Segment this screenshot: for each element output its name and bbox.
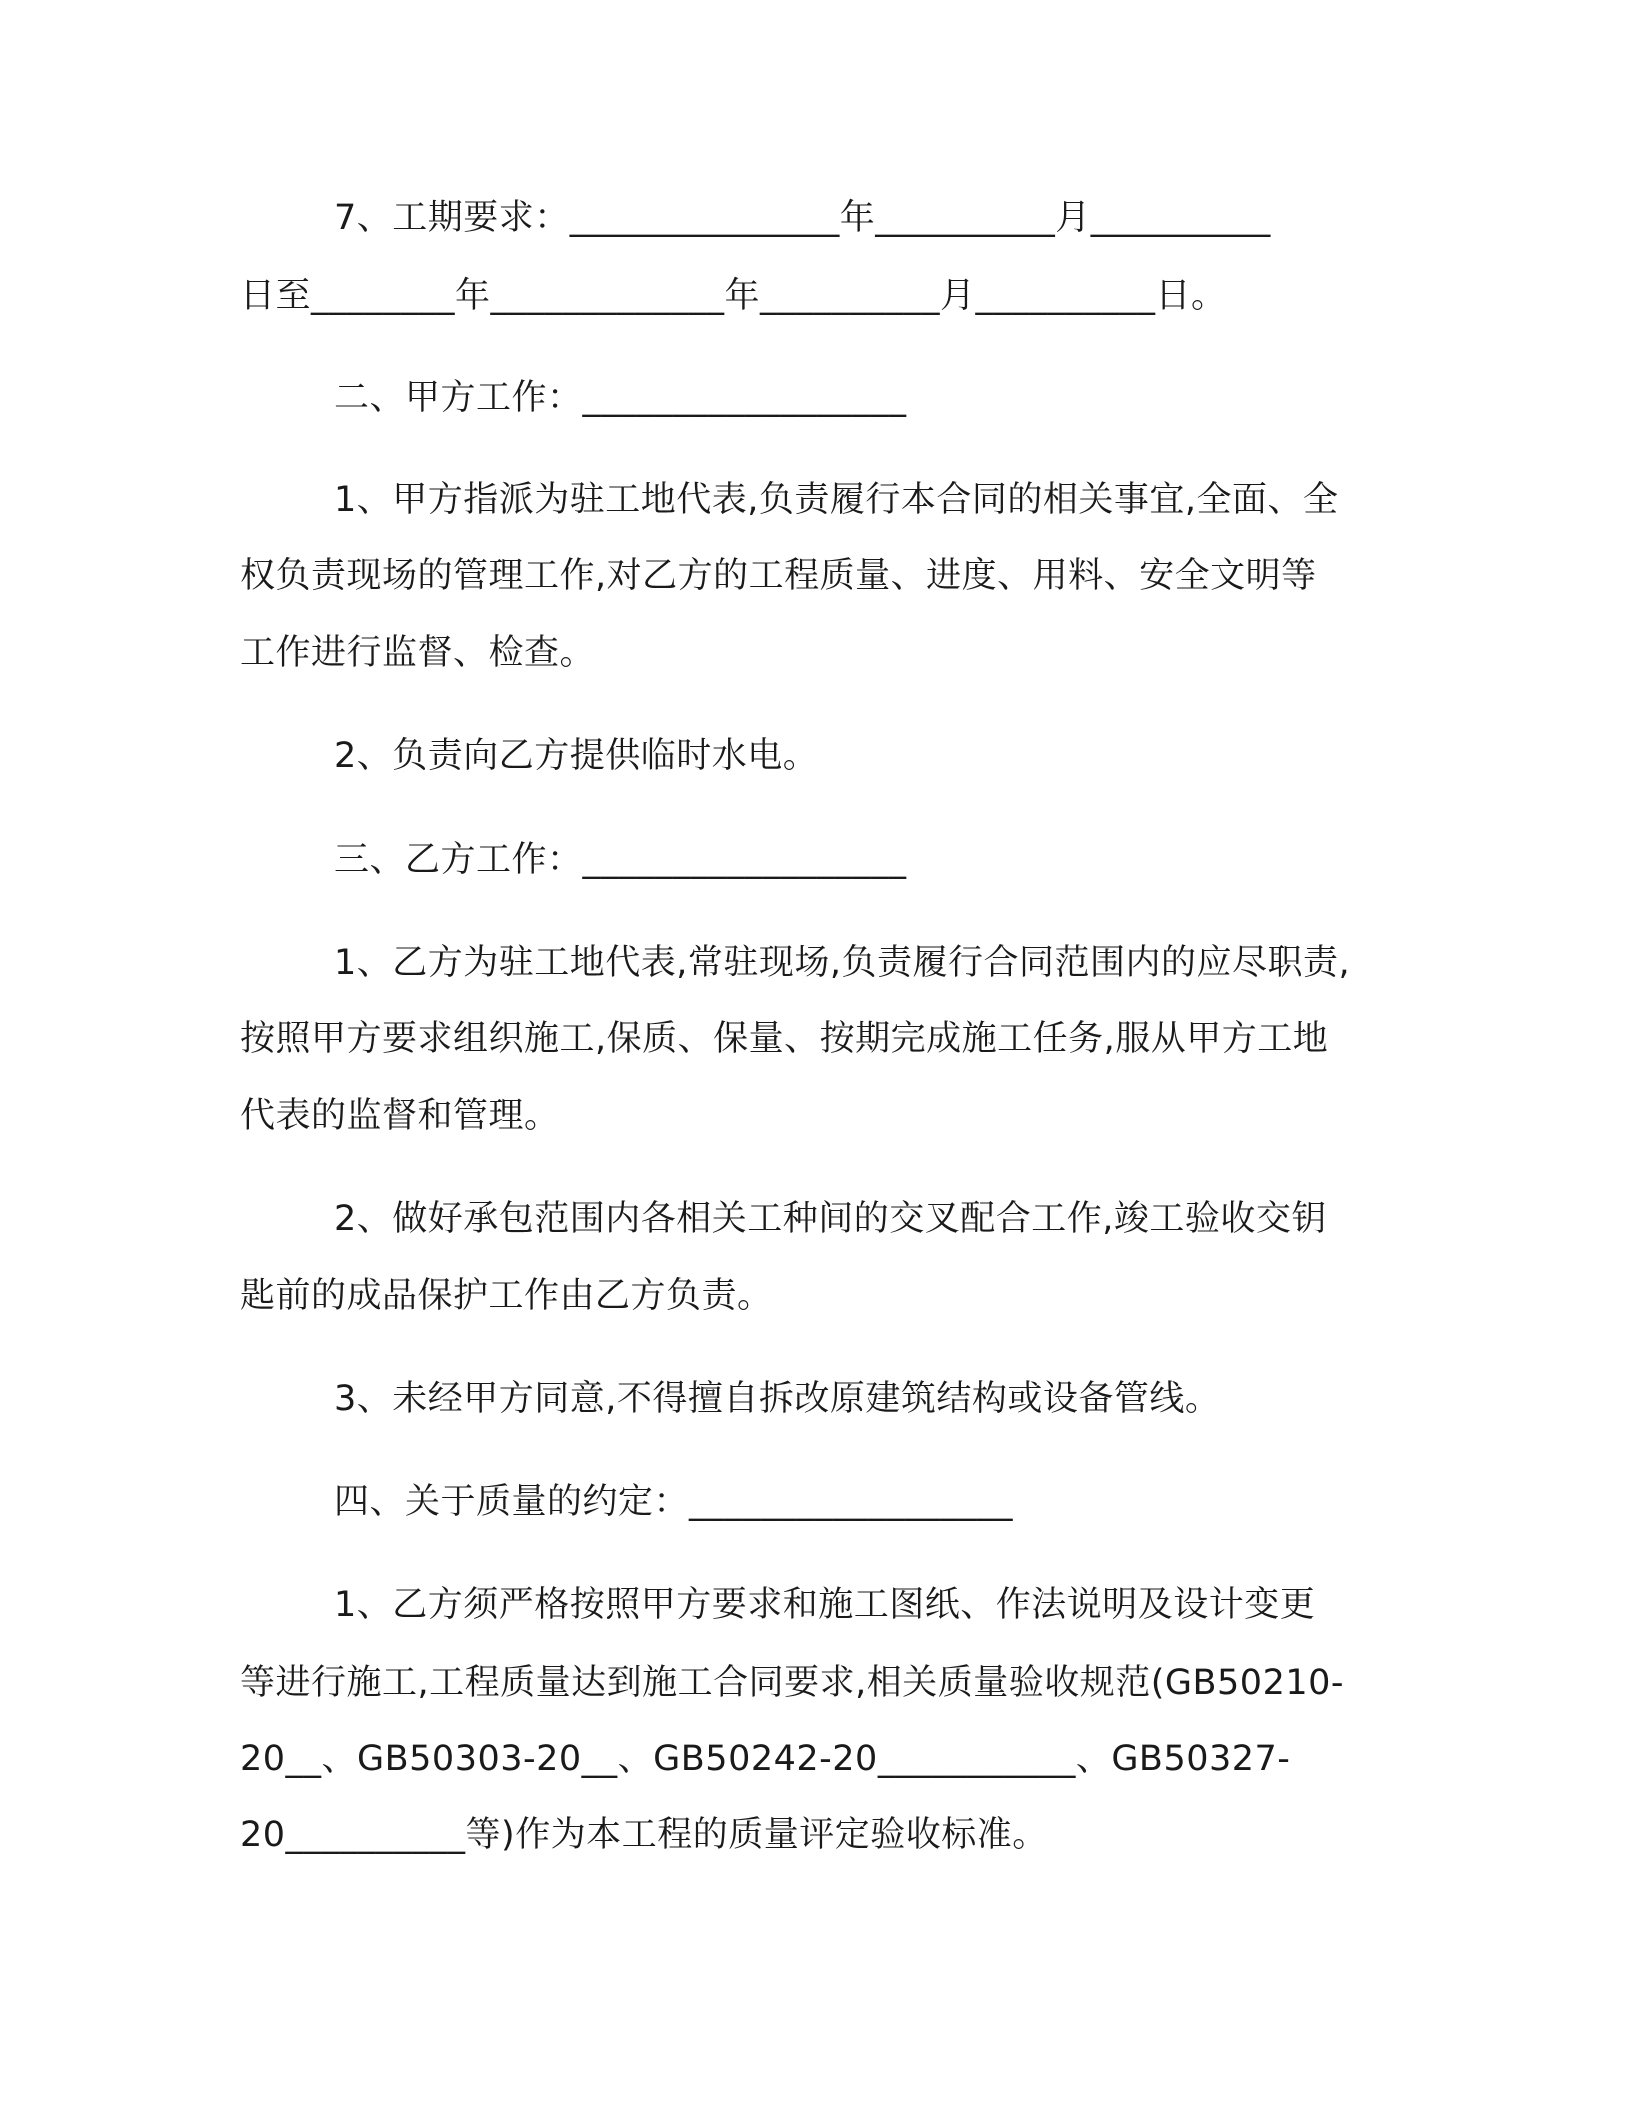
section-heading-party-a: 二、甲方工作：__________________ <box>334 378 907 418</box>
quality-item-1-line-3: 20__、GB50303-20__、GB50242-20___________、GB50327- <box>240 1739 1291 1779</box>
quality-item-1-line-1: 1、乙方须严格按照甲方要求和施工图纸、作法说明及设计变更 <box>334 1585 1316 1625</box>
party-b-item-2-line-2: 匙前的成品保护工作由乙方负责。 <box>240 1276 773 1316</box>
section-heading-party-b: 三、乙方工作：__________________ <box>334 840 907 880</box>
quality-item-1-line-2: 等进行施工,工程质量达到施工合同要求,相关质量验收规范(GB50210- <box>240 1663 1345 1703</box>
party-a-item-1-line-3: 工作进行监督、检查。 <box>240 633 596 673</box>
party-b-item-3: 3、未经甲方同意,不得擅自拆改原建筑结构或设备管线。 <box>334 1379 1221 1419</box>
schedule-continuation: 日至________年_____________年__________月__________日。 <box>240 276 1227 316</box>
party-b-item-1-line-1: 1、乙方为驻工地代表,常驻现场,负责履行合同范围内的应尽职责, <box>334 943 1351 983</box>
party-a-item-1-line-2: 权负责现场的管理工作,对乙方的工程质量、进度、用料、安全文明等 <box>240 556 1317 596</box>
quality-item-1-line-4: 20__________等)作为本工程的质量评定验收标准。 <box>240 1815 1048 1855</box>
party-b-item-1-line-3: 代表的监督和管理。 <box>240 1096 560 1136</box>
party-b-item-1-line-2: 按照甲方要求组织施工,保质、保量、按期完成施工任务,服从甲方工地 <box>240 1019 1329 1059</box>
party-a-item-2: 2、负责向乙方提供临时水电。 <box>334 736 819 776</box>
party-b-item-2-line-1: 2、做好承包范围内各相关工种间的交叉配合工作,竣工验收交钥 <box>334 1199 1327 1239</box>
section-heading-quality: 四、关于质量的约定：__________________ <box>334 1482 1014 1522</box>
party-a-item-1-line-1: 1、甲方指派为驻工地代表,负责履行本合同的相关事宜,全面、全 <box>334 480 1339 520</box>
clause-7-schedule: 7、工期要求：_______________年__________月__________ <box>334 198 1271 238</box>
